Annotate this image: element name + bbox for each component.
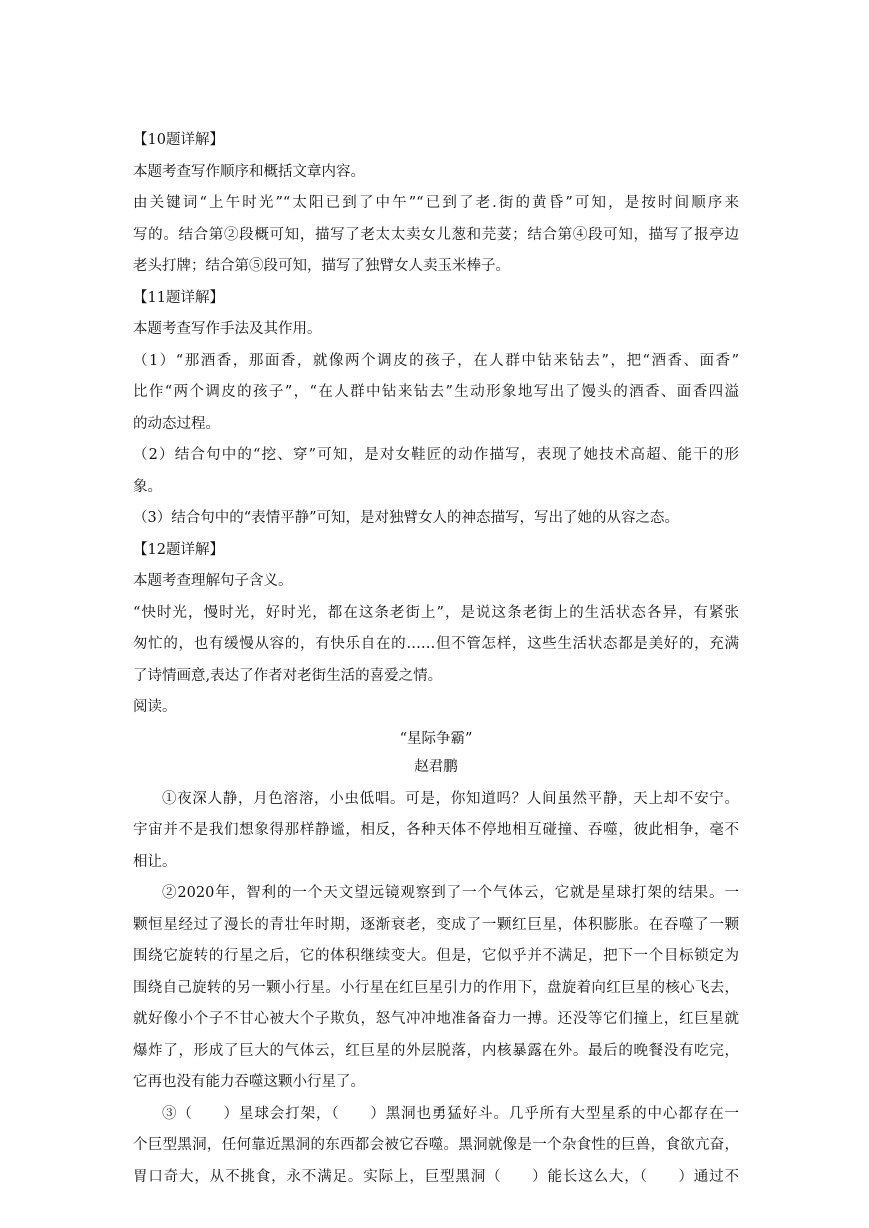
text-line: ①夜深人静，月色溶溶，小虫低唱。可是，你知道吗？人间虽然平静，天上却不安宁。 <box>162 790 739 807</box>
section-q11 <box>133 286 739 538</box>
section-q10 <box>133 128 739 286</box>
article-title: “星际争霸” <box>399 730 473 747</box>
text-line: 由关键词“上午时光”“太阳已到了中午”“已到了老.街的黄昏”可知，是按时间顺序来 <box>133 195 739 211</box>
text-line: 它再也没有能力吞噬这颗小行星了。 <box>133 1074 365 1090</box>
article-paragraph-1 <box>133 787 739 882</box>
text-line: 了诗情画意,表达了作者对老街生活的喜爱之情。 <box>133 667 443 684</box>
text-line: 胃口奇大，从不挑食，永不满足。实际上，巨型黑洞（ ）能长这么大，（ ）通过不 <box>133 1168 739 1185</box>
section-heading: 【10题详解】 <box>133 132 224 148</box>
text-line: 的动态过程。 <box>133 415 220 432</box>
text-line: 象。 <box>133 478 162 495</box>
text-line: 老头打牌；结合第⑤段可知，描写了独臂女人卖玉米棒子。 <box>133 258 510 274</box>
text-line: 本题考查写作顺序和概括文章内容。 <box>133 163 365 180</box>
text-line: 个巨型黑洞，任何靠近黑洞的东西都会被它吞噬。黑洞就像是一个杂食性的巨兽，食欲亢奋， <box>133 1137 739 1153</box>
text-line: 爆炸了，形成了巨大的气体云，红巨星的外层脱落，内核暴露在外。最后的晚餐没有吃完， <box>133 1042 739 1059</box>
text-line: （1）“那酒香，那面香，就像两个调皮的孩子，在人群中钻来钻去”，把“酒香、面香” <box>133 352 739 369</box>
text-line: 就好像小个子不甘心被大个子欺负，怒气冲冲地准备奋力一搏。还没等它们撞上，红巨星就 <box>133 1011 739 1027</box>
text-line: 本题考查写作手法及其作用。 <box>133 321 322 337</box>
text-line: 匆忙的，也有缓慢从容的，有快乐自在的……但不管怎样，这些生活状态都是美好的，充满 <box>133 636 739 652</box>
text-line: 颗恒星经过了漫长的青壮年时期，逐渐衰老，变成了一颗红巨星，体积膨胀。在吞噬了一颗 <box>133 916 739 933</box>
section-heading: 【11题详解】 <box>133 289 224 306</box>
text-line: （2）结合句中的“挖、穿”可知，是对女鞋匠的动作描写，表现了她技术高超、能干的形 <box>133 447 739 463</box>
article-author: 赵君鹏 <box>414 759 458 775</box>
text-line: 本题考查理解句子含义。 <box>133 573 293 589</box>
section-heading: 【12题详解】 <box>133 541 224 558</box>
section-q12 <box>133 538 739 696</box>
text-line: ③（ ）星球会打架，（ ）黑洞也勇猛好斗。几乎所有大型星系的中心都存在一 <box>162 1105 739 1122</box>
document-page <box>133 128 739 1189</box>
text-line: 宇宙并不是我们想象得那样静谧，相反，各种天体不停地相互碰撞、吞噬，彼此相争，毫不 <box>133 822 739 838</box>
article <box>133 727 739 1190</box>
text-line: 写的。结合第②段概可知，描写了老太太卖女儿葱和芫荽；结合第④段可知，描写了报亭边 <box>133 226 739 243</box>
text-line: 围绕它旋转的行星之后，它的体积继续变大。但是，它似乎并不满足，把下一个目标锁定为 <box>133 948 739 964</box>
text-line: （3）结合句中的“表情平静”可知，是对独臂女人的神态描写，写出了她的从容之态。 <box>133 510 680 526</box>
text-line: 比作“两个调皮的孩子”，“在人群中钻来钻去”生动形象地写出了馒头的酒香、面香四溢 <box>133 384 739 400</box>
article-paragraph-3 <box>133 1102 739 1190</box>
text-line: “快时光，慢时光，好时光，都在这条老街上”，是说这条老街上的生活状态各异，有紧张 <box>133 604 739 621</box>
text-line: 相让。 <box>133 853 177 870</box>
article-paragraph-2 <box>133 881 739 1102</box>
text-line: 围绕自己旋转的另一颗小行星。小行星在红巨星引力的作用下，盘旋着向红巨星的核心飞去， <box>133 979 739 996</box>
text-line: ②2020年，智利的一个天文望远镜观察到了一个气体云，它就是星球打架的结果。一 <box>162 885 739 901</box>
reading-label: 阅读。 <box>133 699 177 715</box>
